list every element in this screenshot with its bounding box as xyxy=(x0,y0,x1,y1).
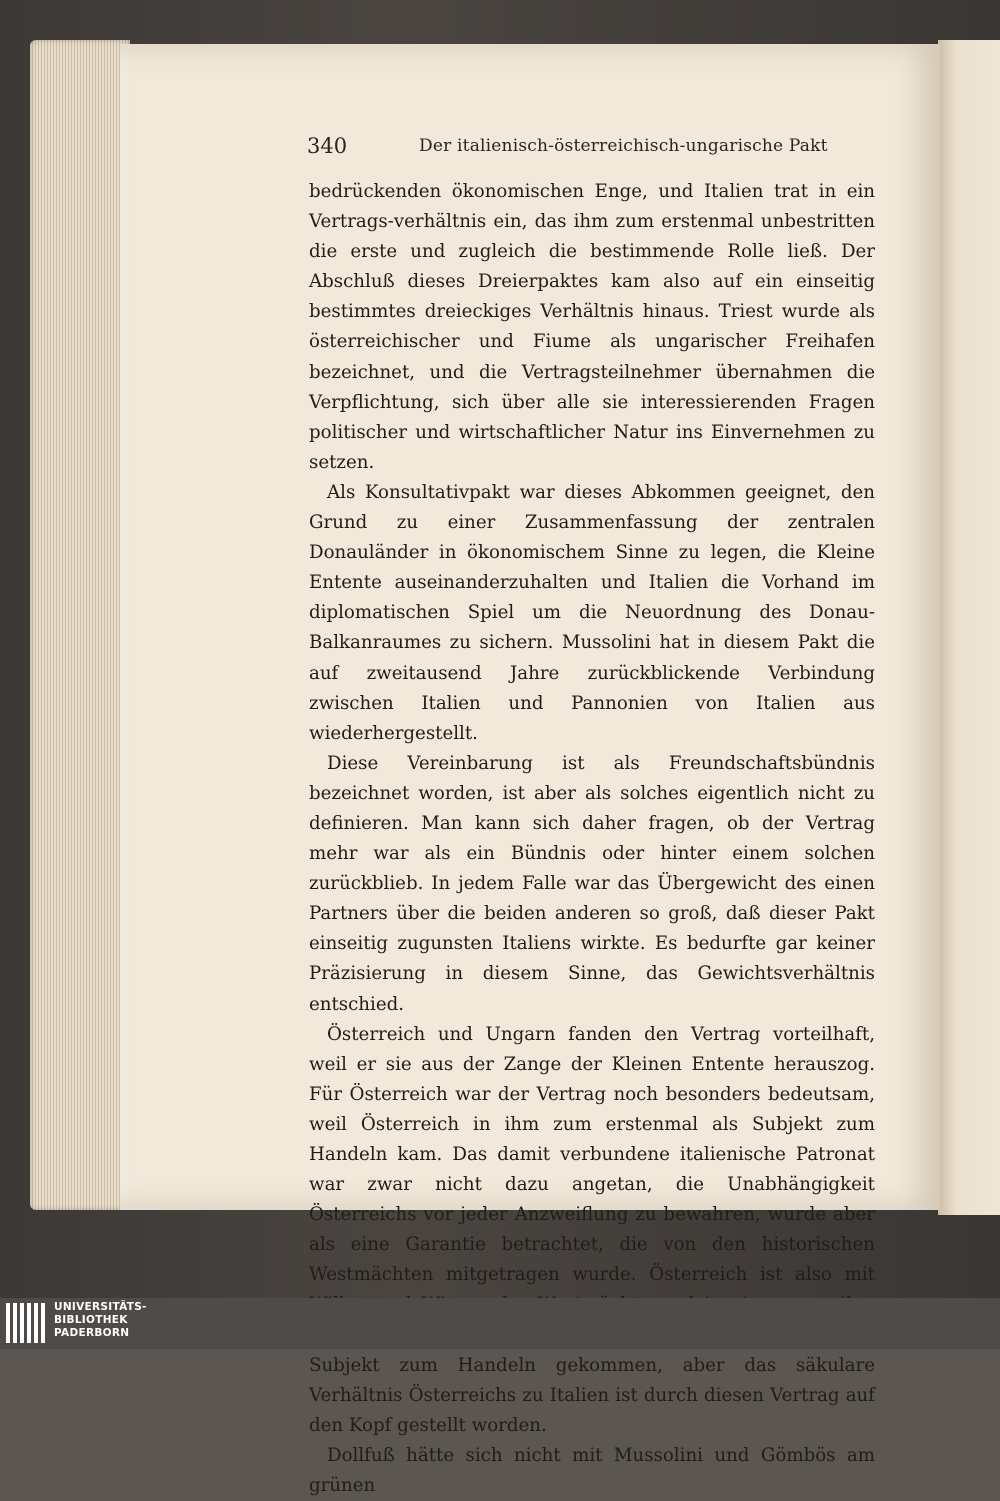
logo-line: UNIVERSITÄTS- xyxy=(54,1301,147,1313)
library-footer xyxy=(0,1298,1000,1349)
paragraph: Diese Vereinbarung ist als Freundschaftsbündnis bezeichnet worden, ist aber als solches eigentlich nicht zu definieren. Man kann sich daher fragen, ob der Vertrag mehr war als ein Bündnis oder hinter einem solchen zurückblieb. In jedem Falle war das Übergewicht des einen Partners über die beiden anderen so groß, daß dieser Pakt einseitig zugunsten Italiens wirkte. Es bedurfte gar keiner Präzisierung in diesem Sinne, das Gewichtsverhältnis entschied. xyxy=(309,752,875,1015)
running-title: Der italienisch-österreichisch-ungarische Pakt xyxy=(419,136,828,156)
paragraph: Als Konsultativpakt war dieses Abkommen geeignet, den Grund zu einer Zusammenfassung der zentralen Donauländer in ökonomischem Sinne zu legen, die Kleine Entente auseinanderzuhalten und Italien die Vorhand im diplomatischen Spiel um die Neuordnung des Donau-Balkanraumes zu sichern. Mussolini hat in diesem Pakt die auf zweitausend Jahre zurückblickende Verbindung zwischen Italien und Pannonien von Italien aus wiederhergestellt. xyxy=(309,481,875,744)
library-logo-text xyxy=(54,1301,147,1340)
paragraph: Österreich und Ungarn fanden den Vertrag vorteilhaft, weil er sie aus der Zange der Kleinen Entente herauszog. Für Österreich war der Vertrag noch besonders bedeutsam, weil Österreich in ihm zum erstenmal als Subjekt zum Handeln kam. Das damit verbundene italienische Patronat war zwar nicht dazu angetan, die Unabhängigkeit Österreichs vor jeder Anzweiflung zu bewahren, wurde aber als eine Garantie betrachtet, die von den historischen Westmächten mitgetragen wurde. Österreich ist also mit Subjekt zum Handeln gekommen, aber das säkulare Verhältnis Österreichs zu Italien ist durch diesen Vertrag auf den Kopf gestellt worden. xyxy=(309,1023,875,1436)
facing-page xyxy=(938,40,1000,1215)
page-edges xyxy=(30,40,130,1210)
paragraph: bedrückenden ökonomischen Enge, und Italien trat in ein Vertrags-verhältnis ein, das ihm zum erstenmal unbestritten die erste und zugleich die bestimmende Rolle ließ. Der Abschluß dieses Dreierpaktes kam also auf ein einseitig bestimmtes dreieckiges Verhältnis hinaus. Triest wurde als österreichischer und Fiume als ungarischer Freihafen bezeichnet, und die Vertragsteilnehmer übernahmen die Verpflichtung, sich über alle sie interessierenden Fragen politischer und wirtschaftlicher Natur ins Einvernehmen zu setzen. xyxy=(309,181,875,473)
logo-line: PADERBORN xyxy=(54,1327,130,1339)
paragraph: Dollfuß hätte sich nicht mit Mussolini und Gömbös am grünen xyxy=(309,1444,875,1497)
page-number: 340 xyxy=(307,134,348,158)
logo-line: BIBLIOTHEK xyxy=(54,1314,128,1326)
running-head xyxy=(307,134,877,160)
library-logo-icon xyxy=(6,1303,46,1343)
